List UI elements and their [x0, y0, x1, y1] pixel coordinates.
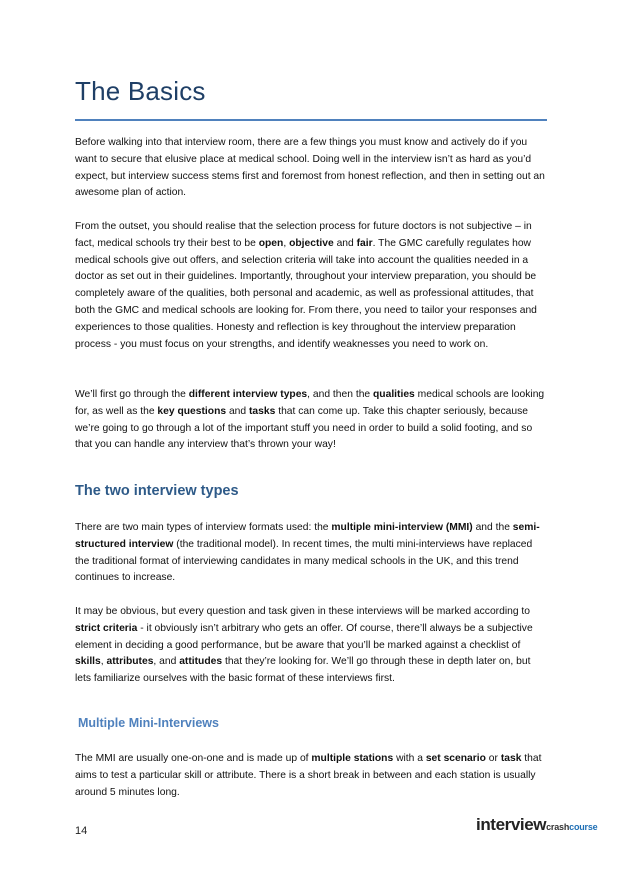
paragraph-selection-process: From the outset, you should realise that the selection process for future doctors is not subjective – in fact, medical schools try their best to be open, objective and fair. The GMC carefully regulates how medical schools give out offers, and selection criteria will take into account the qualities needed in a doctor as set out in their guidelines. Importantly, throughout your interview preparation, you should be completely aware of the qualities, both personal and academic, as well as professional attitudes, that both the GMC and medical schools are looking for. From there, you need to tailor your responses and experiences to those qualities. Honesty and reflection is key throughout the interview preparation process - you must focus on your strengths, and identify weaknesses you need to work on.: [75, 221, 537, 350]
page-title: The Basics: [75, 76, 206, 106]
logo-crash-text: crash: [546, 822, 570, 832]
paragraph-mmi-description: The MMI are usually one-on-one and is made up of multiple stations with a set scenario or task that aims to test a particular skill or attribute. There is a short break in between and each station is usually around 5 minutes long.: [75, 753, 542, 798]
title-underline: [75, 119, 547, 121]
section-heading: The two interview types: [75, 483, 239, 499]
subsection-heading: Multiple Mini-Interviews: [78, 716, 219, 730]
logo-course-text: course: [569, 822, 598, 832]
paragraph-marking-criteria: It may be obvious, but every question and task given in these interviews will be marked according to strict criteria - it obviously isn’t arbitrary who gets an offer. Of course, there’ll always be a subjective element in deciding a good performance, but be aware that you’ll be marked against a checklist of skills, attributes, and attitudes that they’re looking for. We’ll go through these in depth later on, but lets familiarize ourselves with the basic format of these interviews first.: [75, 606, 533, 685]
paragraph-intro: Before walking into that interview room, there are a few things you must know and actively do if you want to secure that elusive place at medical school. Doing well in the interview isn’t as hard as you’d expect, but interview success stems first and foremost from honest reflection, and then in setting out an awesome plan of action.: [75, 137, 545, 199]
interview-crashcourse-logo: [476, 815, 597, 835]
paragraph-chapter-overview: We’ll first go through the different interview types, and then the qualities medical schools are looking for, as well as the key questions and tasks that can come up. Take this chapter seriously, because we’re going to go through a lot of the important stuff you need in order to build a solid footing, and so that you can handle any interview that’s thrown your way!: [75, 389, 545, 451]
paragraph-interview-formats: There are two main types of interview formats used: the multiple mini-interview (MMI) and the semi-structured interview (the traditional model). In recent times, the multi mini-interviews have replaced the traditional format of interviewing candidates in many medical schools in the UK, and this trend continues to increase.: [75, 522, 540, 584]
logo-main-text: interview: [476, 815, 547, 834]
page-number: 14: [75, 825, 88, 837]
